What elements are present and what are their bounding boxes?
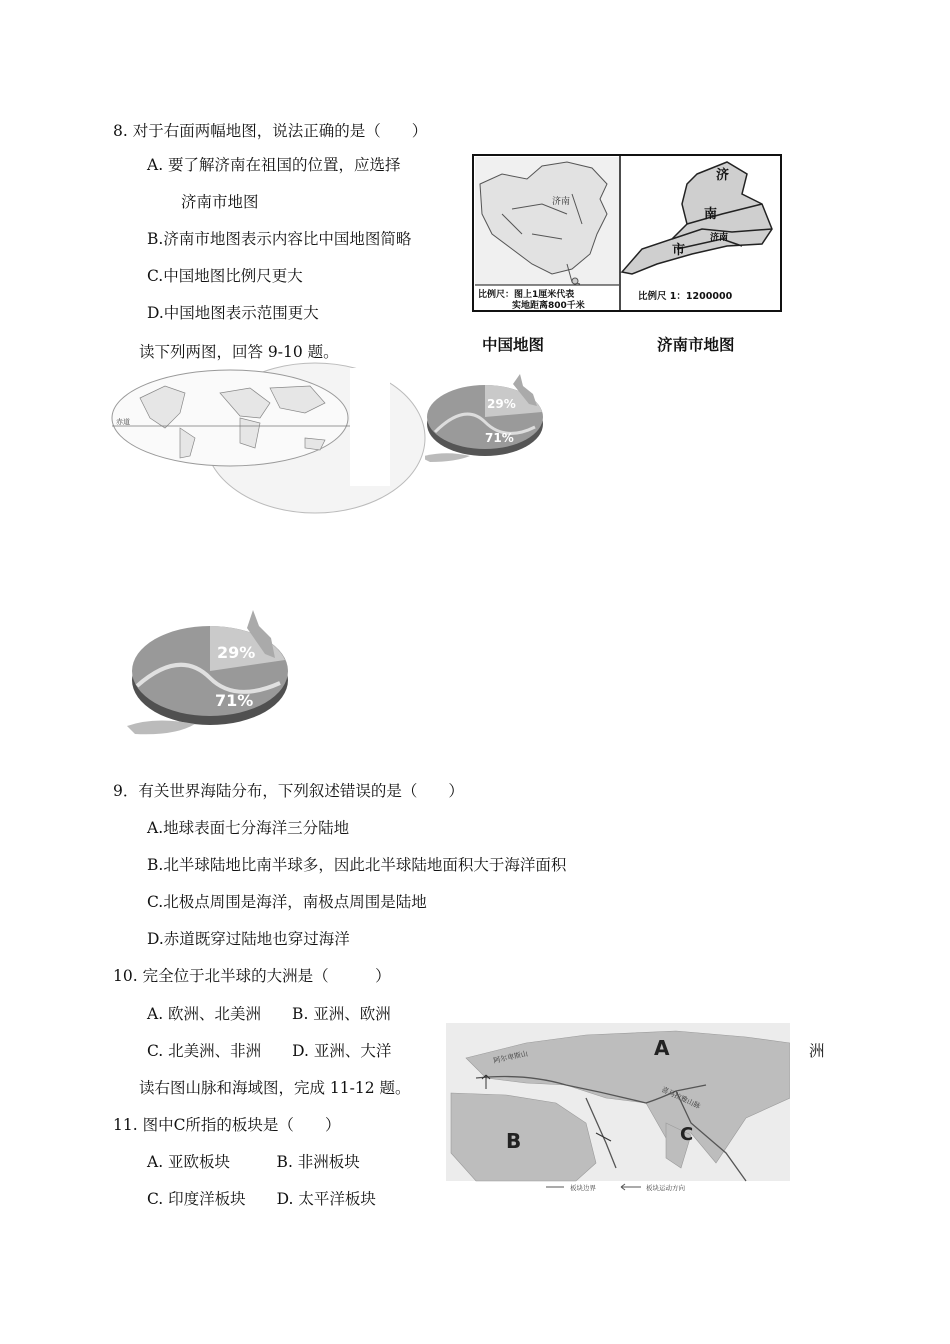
q11-options-cd: C. 印度洋板块 D. 太平洋板块 bbox=[147, 1190, 376, 1208]
q8-maps-figure bbox=[472, 154, 782, 312]
q9-option-c: C.北极点周围是海洋，南极点周围是陆地 bbox=[147, 893, 427, 911]
world-map-figure bbox=[110, 358, 430, 516]
q8-option-b: B.济南市地图表示内容比中国地图简略 bbox=[147, 230, 412, 248]
q8-option-a: A. 要了解济南在祖国的位置，应选择 bbox=[147, 156, 401, 174]
mountain-label-himalaya: 喜马拉雅山脉 bbox=[660, 1085, 702, 1111]
q10-options-cd-tail: 洲 bbox=[809, 1042, 825, 1060]
q10-options-cd: C. 北美洲、非洲 D. 亚洲、大洋 bbox=[147, 1042, 392, 1060]
q8-option-a-cont: 济南市地图 bbox=[181, 193, 259, 211]
plate-label-c: C bbox=[680, 1124, 694, 1145]
q8-option-c: C.中国地图比例尺更大 bbox=[147, 267, 303, 285]
china-map-caption: 中国地图 bbox=[482, 336, 545, 354]
jinan-map-caption: 济南市地图 bbox=[657, 336, 735, 354]
land-ocean-pie-1 bbox=[425, 372, 550, 467]
legend-boundary: 板块边界 bbox=[570, 1184, 596, 1192]
q8-stem: 8. 对于右面两幅地图，说法正确的是（ ） bbox=[113, 122, 428, 140]
china-map-scale-1: 比例尺：图上1厘米代表 bbox=[478, 290, 575, 300]
plate-map-figure bbox=[446, 1023, 790, 1193]
jinan-map-char-3: 市 bbox=[672, 243, 686, 258]
q9-stem: 9．有关世界海陆分布，下列叙述错误的是（ ） bbox=[113, 782, 464, 800]
q9-option-a: A.地球表面七分海洋三分陆地 bbox=[147, 819, 350, 837]
china-map bbox=[475, 157, 619, 285]
pie-2-svg bbox=[125, 608, 295, 743]
q11-options-ab: A. 亚欧板块 B. 非洲板块 bbox=[147, 1153, 360, 1171]
plate-label-a: A bbox=[654, 1036, 670, 1060]
pie-1-svg bbox=[425, 372, 550, 467]
equator-label: 赤道 bbox=[116, 418, 130, 426]
q8-option-d: D.中国地图表示范围更大 bbox=[147, 304, 319, 322]
jinan-map-char-1: 济 bbox=[716, 168, 730, 183]
pie-2-land-label: 29% bbox=[217, 643, 256, 662]
mountain-label-alps: 阿尔卑斯山 bbox=[492, 1049, 529, 1065]
q11-stem: 11. 图中C所指的板块是（ ） bbox=[113, 1116, 341, 1134]
intro-11-12: 读右图山脉和海域图，完成 11-12 题。 bbox=[139, 1079, 411, 1097]
land-ocean-pie-2 bbox=[125, 608, 295, 743]
q9-option-d: D.赤道既穿过陆地也穿过海洋 bbox=[147, 930, 350, 948]
world-map-svg bbox=[110, 358, 430, 516]
jinan-map-scale: 比例尺 1：1200000 bbox=[638, 291, 733, 302]
q9-option-b: B.北半球陆地比南半球多，因此北半球陆地面积大于海洋面积 bbox=[147, 856, 567, 874]
plate-label-b: B bbox=[506, 1129, 522, 1153]
maps-svg bbox=[472, 154, 782, 312]
pie-1-land-label: 29% bbox=[487, 397, 516, 411]
intro-9-10: 读下列两图，回答 9-10 题。 bbox=[139, 343, 339, 361]
plate-map-svg bbox=[446, 1023, 790, 1193]
jinan-map-center-label: 济南 bbox=[710, 233, 729, 243]
jinan-map-char-2: 南 bbox=[704, 207, 718, 222]
pie-2-ocean-label: 71% bbox=[215, 691, 254, 710]
pie-1-ocean-label: 71% bbox=[485, 431, 514, 445]
china-map-city-label: 济南 bbox=[552, 197, 571, 207]
q10-options-ab: A. 欧洲、北美洲 B. 亚洲、欧洲 bbox=[147, 1005, 391, 1023]
q10-stem: 10. 完全位于北半球的大洲是（ ） bbox=[113, 967, 391, 985]
legend-direction: 板块运动方向 bbox=[646, 1184, 685, 1192]
china-map-scale-2: 实地距离800千米 bbox=[512, 301, 585, 311]
